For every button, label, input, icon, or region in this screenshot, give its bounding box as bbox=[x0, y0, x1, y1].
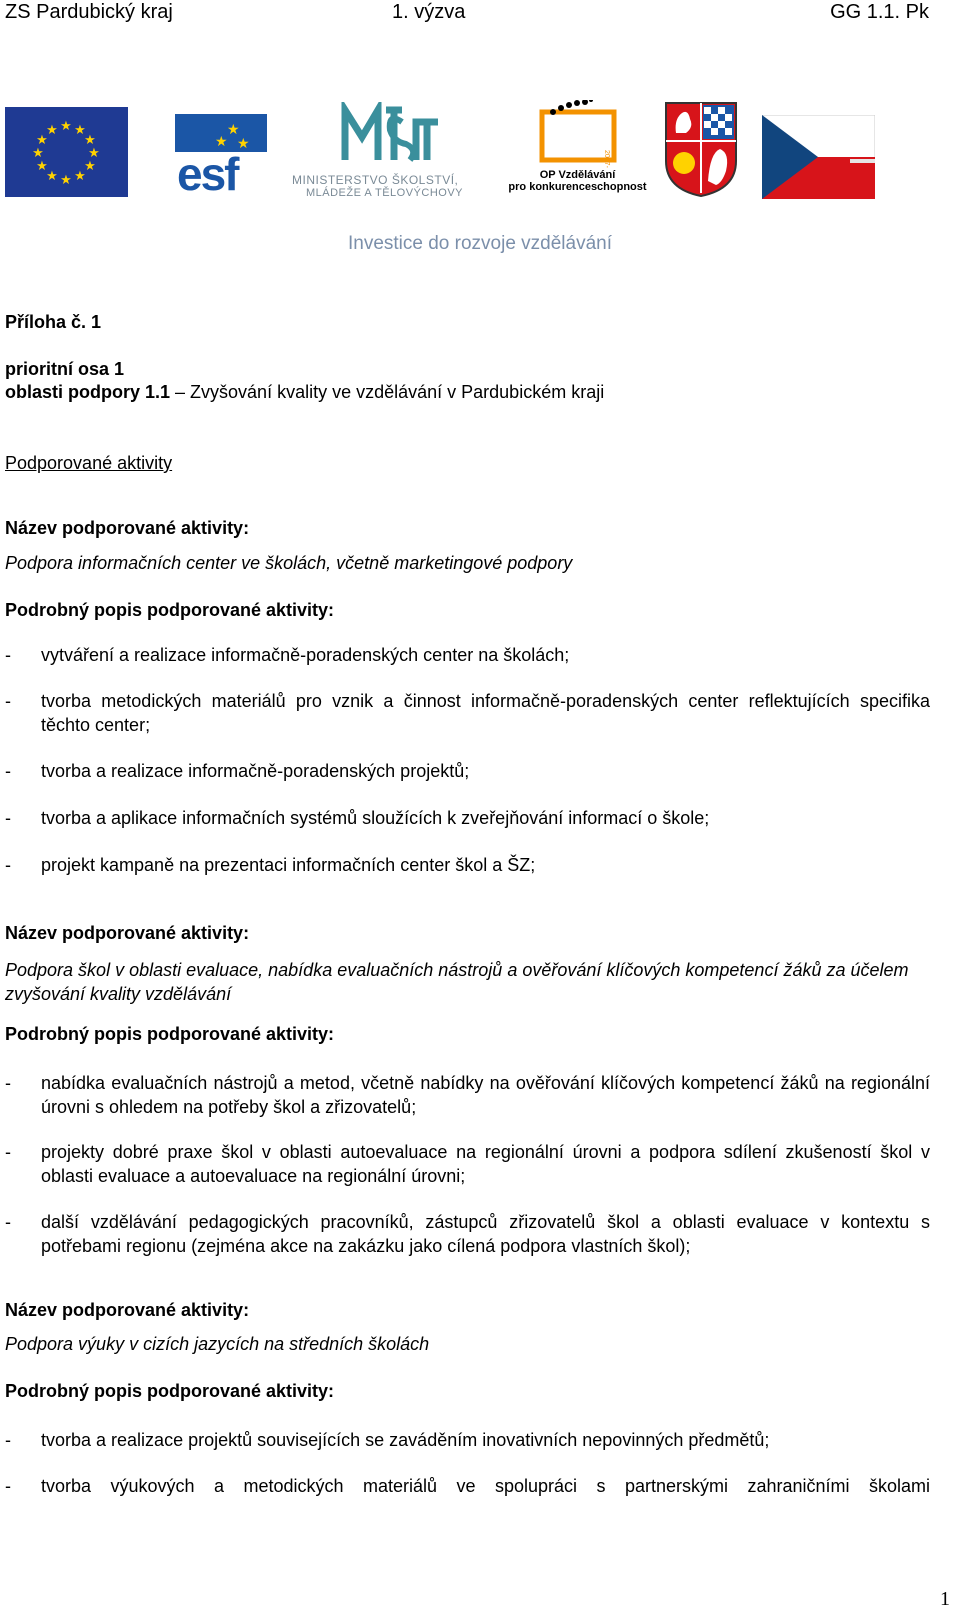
op-vk-logo bbox=[505, 100, 650, 198]
list-item-text: vytváření a realizace informačně-poradenských center na školách; bbox=[41, 645, 570, 665]
msmt-mark-icon bbox=[290, 102, 490, 168]
bullet-dash: - bbox=[5, 808, 11, 828]
header-left: ZS Pardubický kraj bbox=[5, 1, 173, 23]
list-item-text: tvorba a aplikace informačních systémů sloužících k zveřejňování informací o škole; bbox=[41, 808, 710, 828]
svg-text:★: ★ bbox=[74, 123, 86, 138]
esf-logo bbox=[175, 114, 267, 194]
bullet-dash: - bbox=[5, 1212, 11, 1232]
priority-axis: prioritní osa 1 bbox=[5, 359, 125, 379]
svg-text:★: ★ bbox=[88, 146, 100, 161]
svg-text:★: ★ bbox=[60, 173, 72, 188]
list-item bbox=[5, 1140, 930, 1188]
list-item bbox=[5, 689, 930, 737]
supported-activities-heading: Podporované aktivity bbox=[5, 453, 173, 473]
eu-flag-icon bbox=[5, 107, 128, 197]
czech-flag-icon bbox=[762, 115, 875, 199]
svg-text:★: ★ bbox=[46, 169, 58, 184]
support-area-title: – Zvyšování kvality ve vzdělávání v Pardubickém kraji bbox=[170, 382, 605, 402]
support-area-number: oblasti podpory 1.1 bbox=[5, 382, 171, 402]
svg-text:★: ★ bbox=[215, 134, 228, 150]
logo-strip bbox=[0, 100, 960, 210]
msmt-logo bbox=[290, 102, 490, 198]
list-item bbox=[5, 759, 930, 783]
header-right: GG 1.1. Pk bbox=[830, 1, 929, 23]
op-vk-mark-icon bbox=[505, 100, 650, 168]
bullet-dash: - bbox=[5, 761, 11, 781]
msmt-line2: MLÁDEŽE A TĚLOVÝCHOVY bbox=[306, 187, 464, 199]
svg-text:★: ★ bbox=[46, 123, 58, 138]
list-item bbox=[5, 806, 930, 830]
list-item-text: další vzdělávání pedagogických pracovníků, zástupců zřizovatelů škol a oblasti evaluace v kontextu s potřebami regionu (zejména akce na zakázku jako cílená podpora vlastních škol); bbox=[41, 1212, 930, 1256]
svg-text:★: ★ bbox=[84, 133, 96, 148]
list-item-text: tvorba metodických materiálů pro vznik a činnost informačně-poradenských center reflektujících specifika těchto center; bbox=[41, 691, 930, 735]
svg-text:★: ★ bbox=[36, 159, 48, 174]
activity-title: Podpora výuky v cizích jazycích na středních školách bbox=[5, 1334, 430, 1354]
activity-description-label: Podrobný popis podporované aktivity: bbox=[5, 1381, 335, 1401]
activity-name-label: Název podporované aktivity: bbox=[5, 923, 250, 943]
activity-name-label: Název podporované aktivity: bbox=[5, 1300, 250, 1320]
pardubice-coat-of-arms-icon bbox=[664, 101, 738, 197]
activity-description-label: Podrobný popis podporované aktivity: bbox=[5, 1024, 335, 1044]
list-item-text: tvorba výukových a metodických materiálů ve spolupráci s partnerskými zahraničními školami bbox=[41, 1476, 930, 1496]
bullet-dash: - bbox=[5, 645, 11, 665]
op-line1: OP Vzdělávání bbox=[539, 169, 616, 181]
svg-text:esf: esf bbox=[177, 148, 238, 194]
svg-text:★: ★ bbox=[84, 159, 96, 174]
svg-text:★: ★ bbox=[32, 146, 44, 161]
list-item bbox=[5, 1474, 930, 1498]
svg-text:★: ★ bbox=[60, 119, 72, 134]
bullet-dash: - bbox=[5, 1430, 11, 1450]
bullet-dash: - bbox=[5, 1073, 11, 1093]
op-line2: pro konkurenceschopnost bbox=[508, 181, 647, 193]
support-area bbox=[5, 382, 604, 403]
svg-text:★: ★ bbox=[237, 136, 250, 152]
bullet-dash: - bbox=[5, 1476, 11, 1496]
list-item-text: tvorba a realizace informačně-poradenských projektů; bbox=[41, 761, 470, 781]
list-item-text: projekty dobré praxe škol v oblasti autoevaluace na regionální úrovni a podpora sdílení zkušeností škol v oblasti evaluace a autoevaluace na regionální úrovni; bbox=[41, 1142, 930, 1186]
tagline: Investice do rozvoje vzdělávání bbox=[347, 233, 613, 254]
bullet-dash: - bbox=[5, 691, 11, 711]
header-center: 1. výzva bbox=[392, 1, 466, 23]
activity-title: Podpora škol v oblasti evaluace, nabídka evaluačních nástrojů a ověřování klíčových kompetencí žáků za účelem zvyšování kvality vzdělávání bbox=[5, 960, 909, 1004]
list-item-text: projekt kampaně na prezentaci informačních center škol a ŠZ; bbox=[41, 855, 536, 875]
list-item bbox=[5, 1071, 930, 1119]
bullet-dash: - bbox=[5, 855, 11, 875]
svg-text:★: ★ bbox=[74, 169, 86, 184]
bullet-dash: - bbox=[5, 1142, 11, 1162]
activity-description-label: Podrobný popis podporované aktivity: bbox=[5, 600, 335, 620]
list-item-text: tvorba a realizace projektů souvisejících se zaváděním inovativních nepovinných předmětů; bbox=[41, 1430, 770, 1450]
svg-text:★: ★ bbox=[36, 133, 48, 148]
activity-name-label: Název podporované aktivity: bbox=[5, 518, 250, 538]
activity-title: Podpora informačních center ve školách, včetně marketingové podpory bbox=[5, 553, 573, 573]
list-item bbox=[5, 853, 930, 877]
list-item bbox=[5, 1210, 930, 1258]
page-number: 1 bbox=[940, 1588, 950, 1610]
svg-text:★: ★ bbox=[227, 122, 240, 138]
list-item bbox=[5, 1428, 930, 1452]
msmt-line1: MINISTERSTVO ŠKOLSTVÍ, bbox=[292, 173, 459, 187]
list-item bbox=[5, 643, 930, 667]
annex-heading: Příloha č. 1 bbox=[5, 312, 102, 332]
list-item-text: nabídka evaluačních nástrojů a metod, včetně nabídky na ověřování klíčových kompetencí žáků na regionální úrovni s ohledem na potřeby škol a zřizovatelů; bbox=[41, 1073, 930, 1117]
op-years: 2007-13 bbox=[603, 150, 610, 168]
